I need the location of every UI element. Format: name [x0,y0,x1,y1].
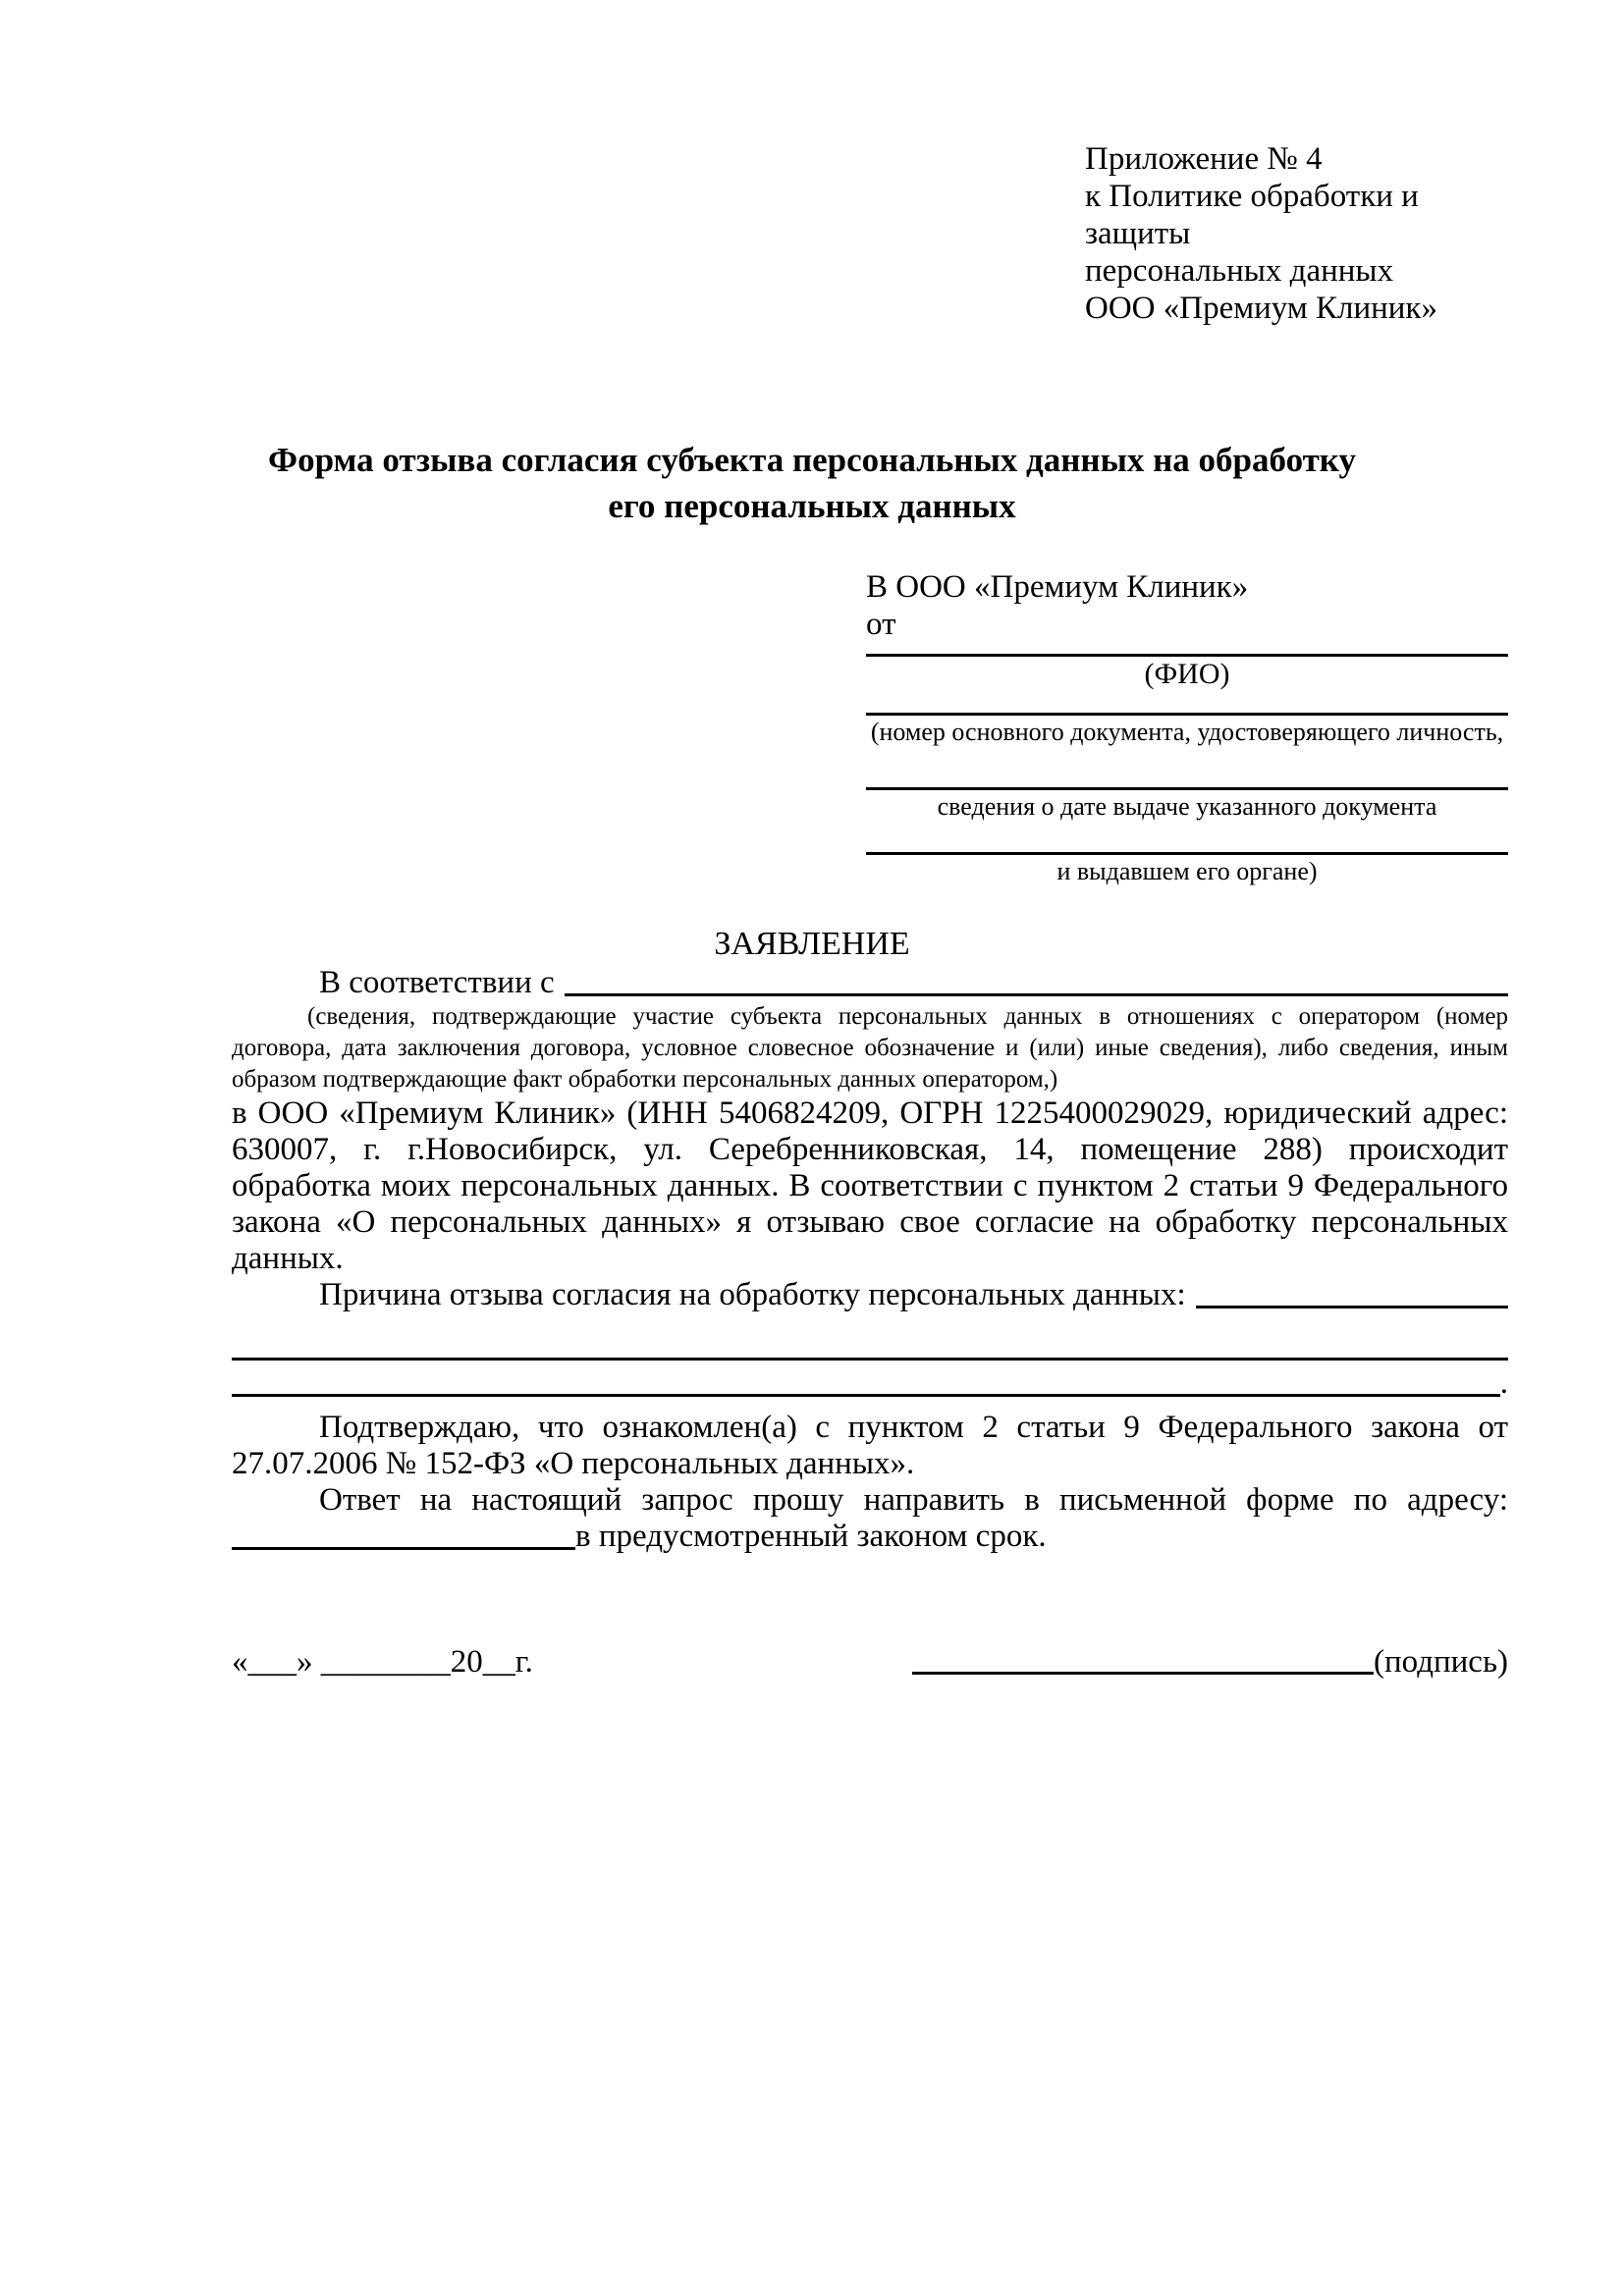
statement-heading: ЗАЯВЛЕНИЕ [714,926,910,962]
document-date-caption: сведения о дате выдаче указанного документа [937,792,1437,821]
document-number-caption: (номер основного документа, удостоверяющего личность, [870,718,1504,746]
reason-field-line[interactable] [1196,1306,1508,1308]
annex-line-2: к Политике обработки и защиты [1085,179,1419,251]
annex-line-1: Приложение № 4 [1085,141,1323,177]
document-title [116,437,1508,529]
reason-field-line-3[interactable] [232,1394,1500,1397]
reason-blank-row-2 [232,1365,1508,1402]
address-field-line[interactable] [232,1547,575,1550]
recipient-to-line: В ООО «Премиум Клиник» [866,569,1249,605]
signature-field-line[interactable] [912,1672,1374,1675]
document-title-text: Форма отзыва согласия субъекта персональных данных на обработку его персональных данных [268,441,1356,525]
signature-caption: (подпись) [1374,1644,1508,1680]
footer-row [232,1643,1508,1681]
fio-caption: (ФИО) [1144,658,1230,690]
reason-line [232,1277,1508,1313]
annex-line-3: персональных данных [1085,253,1394,289]
intro-prefix: В соответствии с [319,965,555,1000]
fio-field-line[interactable] [866,643,1508,657]
confirm-paragraph: Подтверждаю, что ознакомлен(а) с пунктом 2 статьи 9 Федерального закона от 27.07.2006 № 152-ФЗ «О персональных данных». [232,1410,1508,1481]
reason-blank-row-1 [232,1329,1508,1365]
basis-field-line[interactable] [565,993,1508,996]
note-text: (сведения, подтверждающие участие субъекта персональных данных в отношениях с оператором (номер договора, дата заключения договора, условное словесное обозначение и (или) иные сведения), либо сведения, иным образом подтверждающие факт обработки персональных данных оператором,) [232,1003,1508,1093]
document-issuer-field-line[interactable] [866,824,1508,855]
reason-prefix: Причина отзыва согласия на обработку персональных данных: [319,1277,1186,1312]
recipient-block [866,568,1508,888]
recipient-from-label: от [866,607,896,642]
reason-field-line-2[interactable] [232,1358,1508,1361]
document-number-field-line[interactable] [866,692,1508,716]
spacer [232,1313,1508,1329]
answer-suffix: в предусмотренный законом срок. [575,1519,1047,1554]
annex-block [1085,140,1508,327]
answer-address-line [232,1519,1508,1555]
intro-line [232,965,1508,1001]
date-line[interactable]: «___» ________20__г. [232,1644,533,1680]
document-date-field-line[interactable] [866,749,1508,790]
body-paragraph: в ООО «Премиум Клиник» (ИНН 5406824209, ОГРН 1225400029029, юридический адрес: 630007, г. г.Новосибирск, ул. Серебренниковская, 14, помещение 288) происходит обработка моих персональных данных. В соответствии с пунктом 2 статьи 9 Федерального закона «О персональных данных» я отзываю свое согласие на обработку персональных данных. [232,1095,1508,1276]
document-issuer-caption: и выдавшем его органе) [1056,857,1318,885]
answer-paragraph: Ответ на настоящий запрос прошу направить в письменной форме по адресу: [319,1482,1508,1518]
period-text: . [1499,1365,1508,1401]
annex-line-4: ООО «Премиум Клиник» [1085,291,1437,326]
